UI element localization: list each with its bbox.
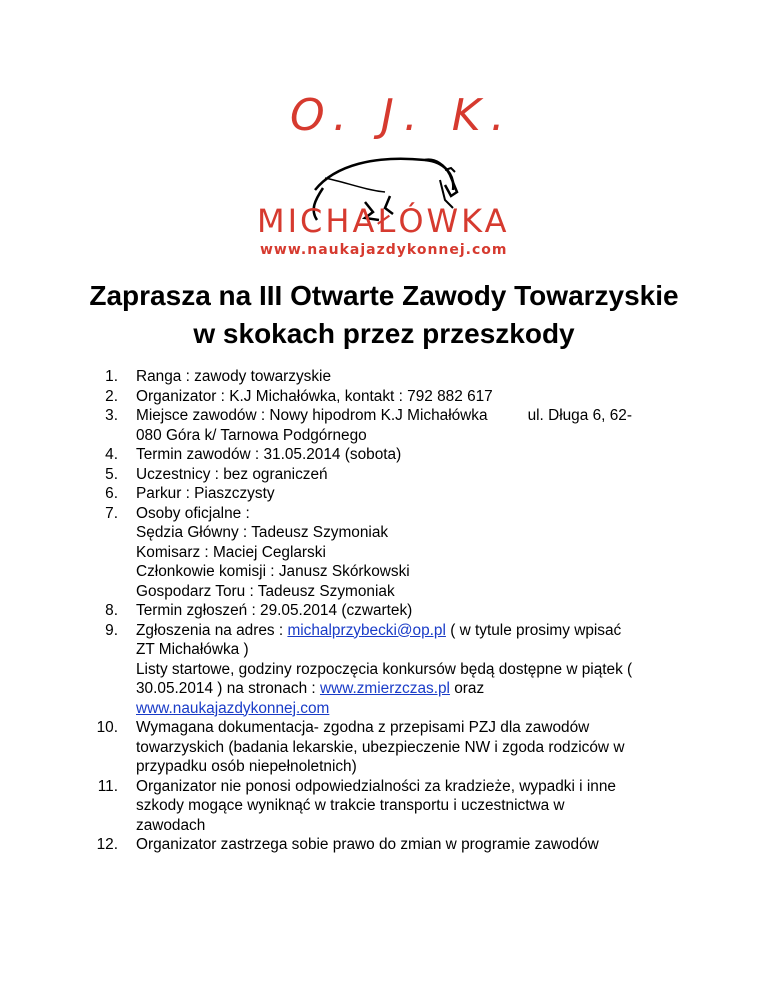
list-item	[88, 621, 688, 719]
email-link[interactable]: michalprzybecki@op.pl	[287, 621, 446, 639]
item-text: 30.05.2014 ) na stronach :	[136, 680, 320, 697]
list-item	[88, 718, 688, 777]
list-item	[88, 835, 688, 855]
item-number: 9.	[105, 621, 118, 639]
item-number: 3.	[105, 407, 118, 424]
rules-list	[88, 367, 688, 855]
list-item	[88, 387, 688, 407]
item-number: 2.	[105, 387, 118, 405]
item-text: Listy startowe, godziny rozpoczęcia konkursów będą dostępne w piątek (	[136, 660, 633, 678]
item-text: ( w tytule prosimy wpisać	[445, 621, 622, 639]
item-text: ZT Michałówka )	[136, 641, 249, 658]
item-text: Organizator : K.J Michałówka, kontakt : 792 882 617	[136, 387, 493, 405]
item-text: Ranga : zawody towarzyskie	[136, 368, 332, 385]
item-text-address: ul. Długa 6, 62-	[527, 407, 632, 424]
list-item	[88, 777, 688, 836]
title-line-2: w skokach przez przeszkody	[193, 318, 575, 349]
naukajazdykonnej-link[interactable]: www.naukajazdykonnej.com	[136, 699, 330, 717]
item-number: 11.	[97, 777, 118, 795]
item-text: Uczestnicy : bez ograniczeń	[136, 465, 328, 483]
item-text: Wymagana dokumentacja- zgodna z przepisami PZJ dla zawodów	[136, 719, 590, 736]
zmierzczas-link[interactable]: www.zmierzczas.pl	[319, 680, 450, 697]
item-text: Termin zawodów : 31.05.2014 (sobota)	[136, 446, 402, 463]
logo-town-text: MICHAŁÓWKA	[257, 202, 510, 240]
item-text: przypadku osób niepełnoletnich)	[136, 758, 357, 775]
logo-url-text: www.naukajazdykonnej.com	[260, 242, 508, 258]
item-text: Osoby oficjalne :	[136, 504, 250, 522]
item-number: 6.	[105, 485, 118, 502]
title-line-1: Zaprasza na III Otwarte Zawody Towarzyskie	[89, 280, 679, 311]
item-text: Organizator zastrzega sobie prawo do zmian w programie zawodów	[136, 836, 599, 853]
list-item	[88, 445, 688, 465]
item-text: Organizator nie ponosi odpowiedzialności za kradzieże, wypadki i inne	[136, 777, 616, 795]
item-number: 4.	[105, 446, 118, 463]
list-item	[88, 367, 688, 387]
item-number: 8.	[105, 602, 118, 619]
item-text: szkody mogące wyniknąć w trakcie transportu i uczestnictwa w	[136, 797, 565, 814]
item-text: zawodach	[136, 816, 206, 834]
official-course-host: Gospodarz Toru : Tadeusz Szymoniak	[136, 582, 395, 600]
list-item	[88, 406, 688, 445]
item-text: towarzyskich (badania lekarskie, ubezpieczenie NW i zgoda rodziców w	[136, 738, 625, 756]
official-commissioner: Komisarz : Maciej Ceglarski	[136, 543, 326, 561]
item-number: 10.	[96, 719, 118, 736]
item-text: oraz	[449, 680, 485, 697]
official-committee: Członkowie komisji : Janusz Skórkowski	[136, 563, 410, 580]
list-item	[88, 465, 688, 485]
item-number: 7.	[105, 504, 118, 522]
list-item	[88, 484, 688, 504]
official-judge: Sędzia Główny : Tadeusz Szymoniak	[136, 524, 389, 541]
item-number: 12.	[96, 836, 118, 853]
list-item	[88, 504, 688, 602]
item-text: Zgłoszenia na adres :	[136, 621, 288, 639]
ojk-logo	[240, 90, 530, 265]
item-text: Parkur : Piaszczysty	[136, 485, 275, 502]
list-item	[88, 601, 688, 621]
item-number: 1.	[105, 368, 118, 385]
item-number: 5.	[105, 465, 118, 483]
item-text: Termin zgłoszeń : 29.05.2014 (czwartek)	[136, 602, 413, 619]
logo-ojk-text: O. J. K.	[290, 90, 515, 141]
item-text: 080 Góra k/ Tarnowa Podgórnego	[136, 426, 367, 444]
item-text: Miejsce zawodów : Nowy hipodrom K.J Michałówka	[136, 407, 488, 424]
